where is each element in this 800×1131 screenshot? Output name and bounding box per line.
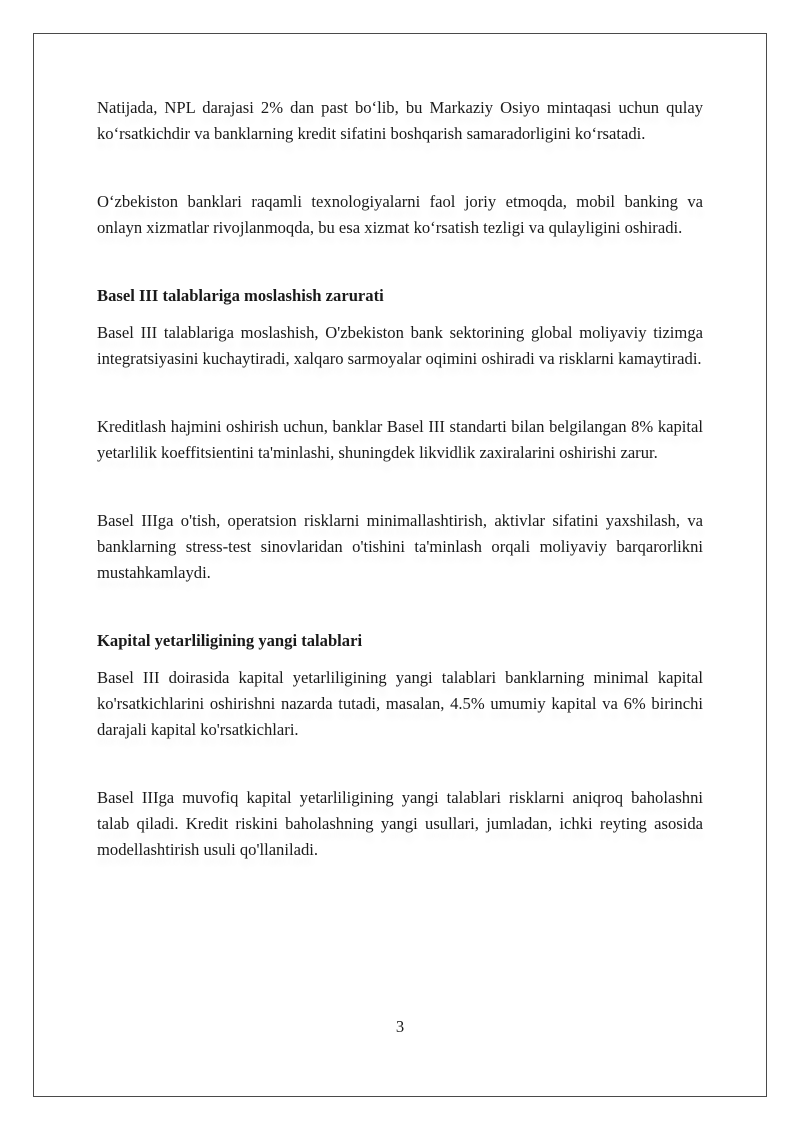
paragraph-spacer (97, 372, 703, 414)
paragraph-spacer (97, 241, 703, 283)
paragraph-npl-level: Natijada, NPL darajasi 2% dan past boʻlib, bu Markaziy Osiyo mintaqasi uchun qulay koʻrsatkichdir va banklarning kredit sifatini boshqarish samaradorligini koʻrsatadi. (97, 98, 703, 143)
paragraph-spacer (97, 466, 703, 508)
page-number: 3 (395, 1017, 405, 1036)
section-heading-capital-requirements: Kapital yetarliligining yangi talablari (97, 631, 363, 650)
section-heading-basel-adaptation: Basel III talablariga moslashish zarurati (97, 286, 384, 305)
heading-spacer (97, 654, 703, 665)
paragraph-spacer (97, 147, 703, 189)
paragraph-risk-assessment: Basel IIIga muvofiq kapital yetarliligining yangi talablari risklarni aniqroq baholashni talab qiladi. Kredit riskini baholashning yangi usullari, jumladan, ichki reyting asosida modellashtirish usuli qo'llaniladi. (97, 788, 703, 859)
paragraph-minimum-capital: Basel III doirasida kapital yetarliligining yangi talablari banklarning minimal kapital ko'rsatkichlarini oshirishni nazarda tutadi, masalan, 4.5% umumiy kapital va 6% birinchi darajali kapital ko'rsatkichlari. (97, 668, 703, 739)
paragraph-spacer (97, 743, 703, 785)
paragraph-capital-ratio: Kreditlash hajmini oshirish uchun, banklar Basel III standarti bilan belgilangan 8% kapital yetarlilik koeffitsientini ta'minlashi, shuningdek likvidlik zaxiralarini oshirishi zarur. (97, 417, 703, 462)
paragraph-spacer (97, 586, 703, 628)
paragraph-basel-integration: Basel III talablariga moslashish, O'zbekiston bank sektorining global moliyaviy tizimga integratsiyasini kuchaytiradi, xalqaro sarmoyalar oqimini oshiradi va risklarni kamaytiradi. (97, 323, 703, 368)
paragraph-operational-risk: Basel IIIga o'tish, operatsion risklarni minimallashtirish, aktivlar sifatini yaxshilash, va banklarning stress-test sinovlaridan o'tishini ta'minlash orqali moliyaviy barqarorlikni mustahkamlaydi. (97, 511, 703, 582)
document-body (97, 95, 703, 863)
heading-spacer (97, 309, 703, 320)
paragraph-digital-banking: Oʻzbekiston banklari raqamli texnologiyalarni faol joriy etmoqda, mobil banking va onlayn xizmatlar rivojlanmoqda, bu esa xizmat koʻrsatish tezligi va qulayligini oshiradi. (97, 192, 703, 237)
